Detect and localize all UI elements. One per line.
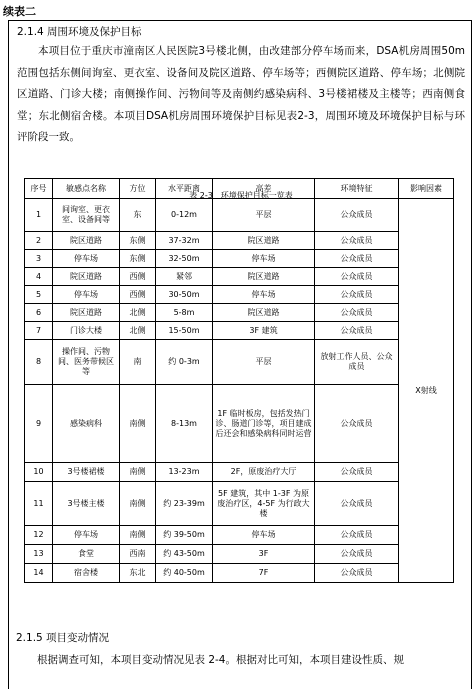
table-row	[25, 545, 454, 564]
cell-distance: 约 40-50m	[156, 564, 213, 583]
cell-direction: 南侧	[120, 482, 156, 526]
header-influence: 影响因素	[399, 179, 454, 199]
cell-distance: 37-32m	[156, 232, 213, 250]
cell-height: 3F	[213, 545, 315, 564]
cell-no: 6	[25, 304, 53, 322]
cell-distance: 约 0-3m	[156, 340, 213, 385]
cell-name: 3号楼裙楼	[53, 463, 120, 482]
continued-label: 续表二	[3, 5, 36, 18]
cell-name: 院区道路	[53, 304, 120, 322]
cell-feature: 公众成员	[315, 385, 399, 463]
cell-direction: 南侧	[120, 463, 156, 482]
table-row	[25, 340, 454, 385]
cell-distance: 30-50m	[156, 286, 213, 304]
cell-no: 1	[25, 199, 53, 232]
cell-no: 12	[25, 526, 53, 545]
cell-direction: 南	[120, 340, 156, 385]
cell-direction: 北侧	[120, 304, 156, 322]
cell-height: 院区道路	[213, 268, 315, 286]
cell-no: 11	[25, 482, 53, 526]
cell-name: 感染病科	[53, 385, 120, 463]
cell-no: 8	[25, 340, 53, 385]
cell-height: 停车场	[213, 250, 315, 268]
cell-height: 2F，原废治疗大厅	[213, 463, 315, 482]
header-feature: 环境特征	[315, 179, 399, 199]
table-row	[25, 286, 454, 304]
cell-height: 院区道路	[213, 304, 315, 322]
table-caption: 表 2-3 环境保护目标一览表	[189, 191, 293, 200]
cell-direction: 西南	[120, 545, 156, 564]
cell-influence: X射线	[399, 199, 454, 583]
cell-direction: 东	[120, 199, 156, 232]
table-row	[25, 232, 454, 250]
cell-no: 7	[25, 322, 53, 340]
cell-distance: 8-13m	[156, 385, 213, 463]
cell-name: 操作间、污物间、医务带候区等	[53, 340, 120, 385]
cell-feature: 公众成员	[315, 286, 399, 304]
cell-feature: 公众成员	[315, 232, 399, 250]
cell-no: 4	[25, 268, 53, 286]
cell-feature: 公众成员	[315, 322, 399, 340]
header-name: 敏感点名称	[53, 179, 120, 199]
cell-feature: 公众成员	[315, 482, 399, 526]
cell-name: 宿舍楼	[53, 564, 120, 583]
cell-height: 平层	[213, 199, 315, 232]
cell-distance: 约 39-50m	[156, 526, 213, 545]
cell-height: 平层	[213, 340, 315, 385]
table-row	[25, 250, 454, 268]
section-215-title: 2.1.5 项目变动情况	[16, 632, 110, 644]
cell-direction: 西侧	[120, 268, 156, 286]
header-no: 序号	[25, 179, 53, 199]
cell-no: 3	[25, 250, 53, 268]
cell-height: 1F 临时板房，包括发热门诊、肠道门诊等，项目建成后还会和感染病科同时运营	[213, 385, 315, 463]
cell-no: 14	[25, 564, 53, 583]
cell-feature: 公众成员	[315, 463, 399, 482]
cell-distance: 约 23-39m	[156, 482, 213, 526]
cell-feature: 公众成员	[315, 526, 399, 545]
cell-feature: 公众成员	[315, 564, 399, 583]
cell-direction: 南侧	[120, 526, 156, 545]
table-row	[25, 268, 454, 286]
cell-height: 5F 建筑，其中 1-3F 为原废治疗区，4-5F 为行政大楼	[213, 482, 315, 526]
cell-distance: 13-23m	[156, 463, 213, 482]
table-header-row	[25, 179, 454, 199]
cell-distance: 约 43-50m	[156, 545, 213, 564]
cell-height: 停车场	[213, 526, 315, 545]
cell-name: 院区道路	[53, 268, 120, 286]
table-row	[25, 482, 454, 526]
cell-no: 10	[25, 463, 53, 482]
cell-height: 3F 建筑	[213, 322, 315, 340]
section-215-paragraph: 根据调查可知，本项目变动情况见表 2-4。根据对比可知，本项目建设性质、规	[37, 654, 404, 666]
table-row	[25, 322, 454, 340]
cell-name: 3号楼主楼	[53, 482, 120, 526]
cell-name: 院区道路	[53, 232, 120, 250]
cell-direction: 东北	[120, 564, 156, 583]
table-row	[25, 385, 454, 463]
cell-no: 9	[25, 385, 53, 463]
table-row	[25, 526, 454, 545]
cell-feature: 公众成员	[315, 545, 399, 564]
environment-protection-table	[24, 178, 454, 583]
table-row	[25, 564, 454, 583]
cell-distance: 0-12m	[156, 199, 213, 232]
table-row	[25, 304, 454, 322]
header-distance: 水平距离	[156, 179, 213, 199]
cell-feature: 公众成员	[315, 304, 399, 322]
cell-feature: 放射工作人员、公众成员	[315, 340, 399, 385]
cell-direction: 西侧	[120, 286, 156, 304]
section-214-title: 2.1.4 周围环境及保护目标	[17, 26, 142, 38]
cell-direction: 东侧	[120, 250, 156, 268]
cell-distance: 紧邻	[156, 268, 213, 286]
cell-feature: 公众成员	[315, 250, 399, 268]
cell-height: 停车场	[213, 286, 315, 304]
cell-no: 2	[25, 232, 53, 250]
cell-name: 停车场	[53, 526, 120, 545]
cell-direction: 东侧	[120, 232, 156, 250]
cell-name: 食堂	[53, 545, 120, 564]
cell-direction: 南侧	[120, 385, 156, 463]
cell-name: 停车场	[53, 250, 120, 268]
cell-distance: 15-50m	[156, 322, 213, 340]
cell-distance: 5-8m	[156, 304, 213, 322]
cell-feature: 公众成员	[315, 199, 399, 232]
table-row	[25, 199, 454, 232]
cell-no: 5	[25, 286, 53, 304]
cell-height: 院区道路	[213, 232, 315, 250]
header-direction: 方位	[120, 179, 156, 199]
cell-name: 门诊大楼	[53, 322, 120, 340]
cell-distance: 32-50m	[156, 250, 213, 268]
cell-name: 停车场	[53, 286, 120, 304]
table-row	[25, 463, 454, 482]
cell-height: 7F	[213, 564, 315, 583]
cell-name: 间询室、更衣室、设备间等	[53, 199, 120, 232]
section-214-paragraph: 本项目位于重庆市潼南区人民医院3号楼北侧，由改建部分停车场而来，DSA机房周围50m范围包括东侧间询室、更衣室、设备间及院区道路、停车场等；西侧院区道路、停车场；北侧院区道路、门诊大楼；南侧操作间、污物间等及南侧约感染病科、3号楼裙楼及主楼等；西南侧食堂；东北侧宿舍楼。本项目DSA机房周围环境保护目标见表2-3，周围环境及环境保护目标与环评阶段一致。	[17, 45, 465, 143]
header-height: 高差	[213, 179, 315, 199]
cell-feature: 公众成员	[315, 268, 399, 286]
cell-direction: 北侧	[120, 322, 156, 340]
cell-no: 13	[25, 545, 53, 564]
